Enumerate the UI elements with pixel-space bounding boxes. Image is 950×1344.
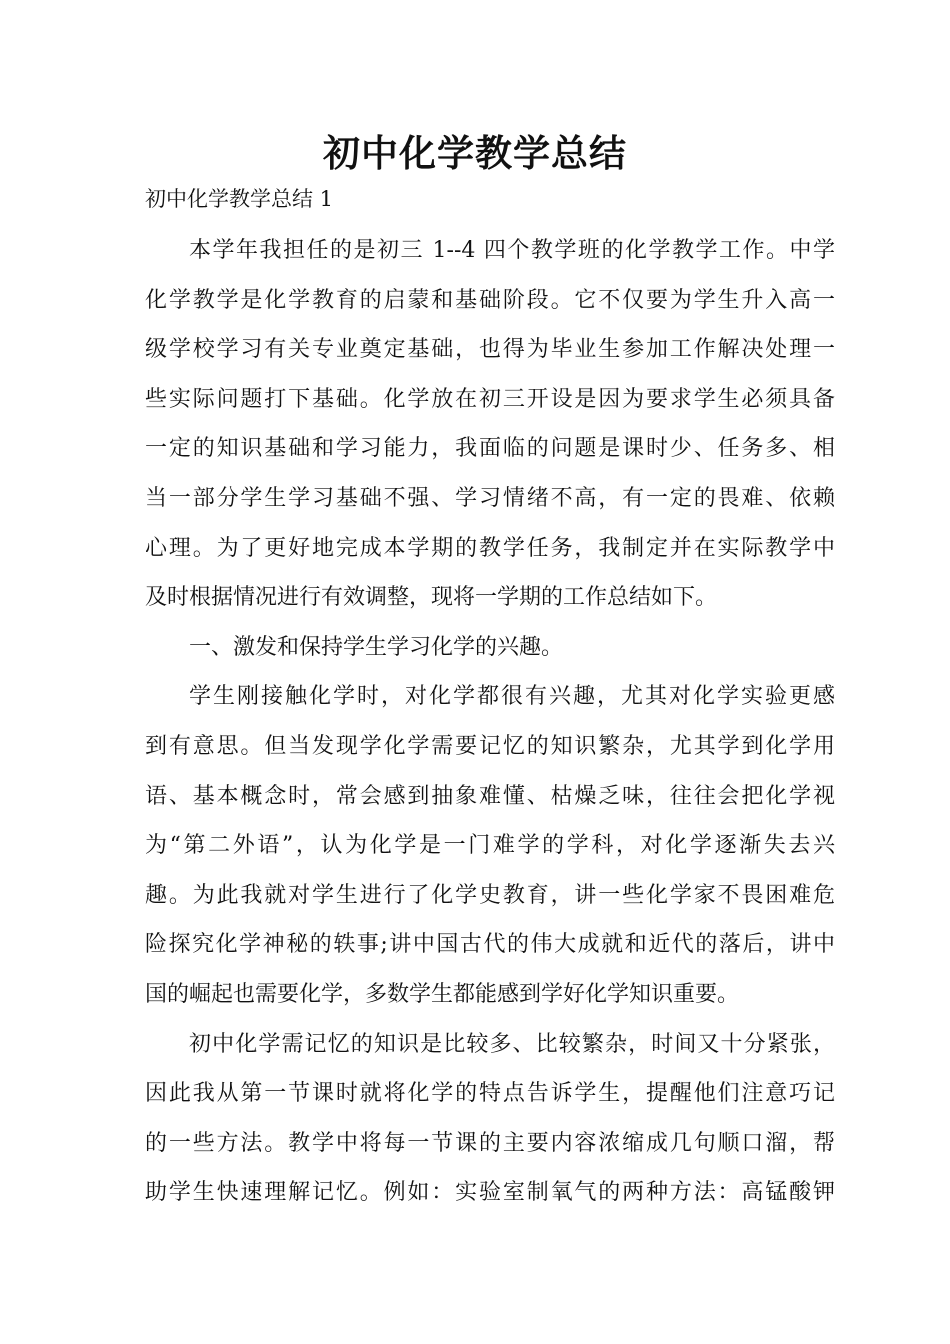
text-line: 化学教学是化学教育的启蒙和基础阶段。它不仅要为学生升入高一 xyxy=(145,288,835,313)
text-line: 到有意思。但当发现学化学需要记忆的知识繁杂，尤其学到化学用 xyxy=(145,734,835,759)
text-line: 国的崛起也需要化学，多数学生都能感到学好化学知识重要。 xyxy=(145,982,740,1007)
document-title: 初中化学教学总结 xyxy=(323,131,627,175)
text-line: 学生刚接触化学时，对化学都很有兴趣，尤其对化学实验更感 xyxy=(189,684,835,709)
text-line: 险探究化学神秘的轶事;讲中国古代的伟大成就和近代的落后，讲中 xyxy=(145,932,835,957)
text-line: 语、基本概念时，常会感到抽象难懂、枯燥乏味，往往会把化学视 xyxy=(145,784,835,809)
text-line: 及时根据情况进行有效调整，现将一学期的工作总结如下。 xyxy=(145,585,718,610)
text-line: 助学生快速理解记忆。例如：实验室制氧气的两种方法：高锰酸钾 xyxy=(145,1180,835,1205)
text-line: 本学年我担任的是初三 1--4 四个教学班的化学教学工作。中学 xyxy=(189,238,835,263)
section-heading: 初中化学教学总结 1 xyxy=(145,187,334,211)
text-line: 一定的知识基础和学习能力，我面临的问题是课时少、任务多、相 xyxy=(145,436,835,461)
text-line: 初中化学需记忆的知识是比较多、比较繁杂，时间又十分紧张， xyxy=(189,1032,835,1057)
text-line: 心理。为了更好地完成本学期的教学任务，我制定并在实际教学中 xyxy=(145,536,835,561)
text-line: 当一部分学生学习基础不强、学习情绪不高，有一定的畏难、依赖 xyxy=(145,486,835,511)
text-line: 的一些方法。教学中将每一节课的主要内容浓缩成几句顺口溜，帮 xyxy=(145,1131,835,1156)
text-line: 为“第二外语”，认为化学是一门难学的学科，对化学逐渐失去兴 xyxy=(145,833,835,858)
text-line: 趣。为此我就对学生进行了化学史教育，讲一些化学家不畏困难危 xyxy=(145,883,835,908)
text-line: 级学校学习有关专业奠定基础，也得为毕业生参加工作解决处理一 xyxy=(145,337,835,362)
text-line: 一、激发和保持学生学习化学的兴趣。 xyxy=(189,635,564,660)
text-line: 因此我从第一节课时就将化学的特点告诉学生，提醒他们注意巧记 xyxy=(145,1081,835,1106)
text-line: 些实际问题打下基础。化学放在初三开设是因为要求学生必须具备 xyxy=(145,387,835,412)
